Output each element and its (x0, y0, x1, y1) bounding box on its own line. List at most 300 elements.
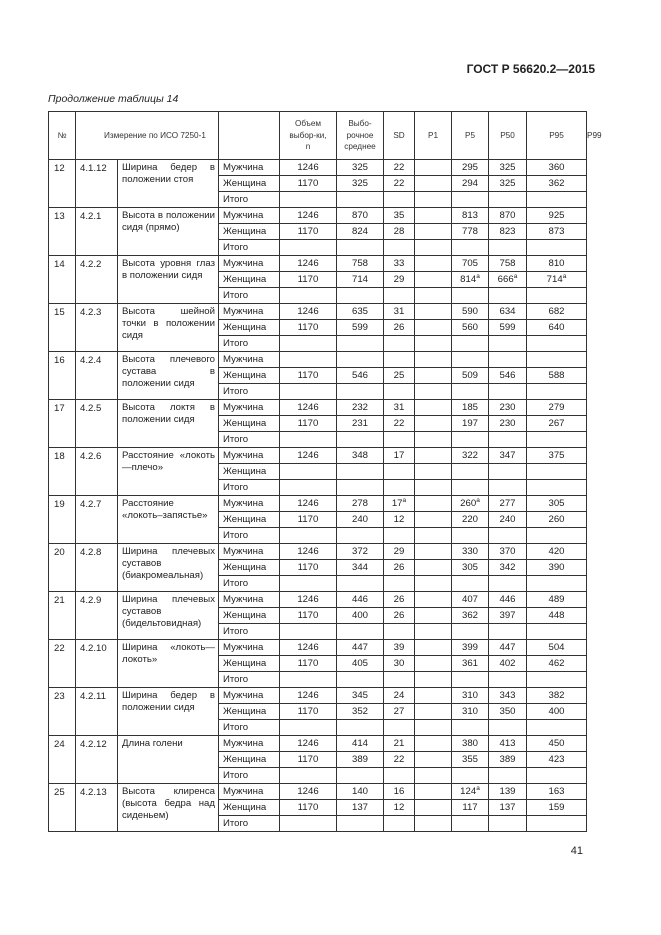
cell-p50: 397 (489, 608, 527, 624)
cell-p1 (415, 512, 452, 528)
page-number: 41 (570, 845, 583, 857)
cell-sd: 26 (384, 592, 415, 608)
cell-p95 (527, 816, 587, 832)
table-row (49, 736, 587, 752)
table-row (49, 448, 587, 464)
cell-p5: 310 (452, 688, 489, 704)
table-row (49, 256, 587, 272)
cell-mean (337, 480, 384, 496)
cell-sample-size (280, 240, 337, 256)
table-row (49, 208, 587, 224)
sex-label: Мужчина (219, 496, 280, 512)
cell-p50 (489, 352, 527, 368)
cell-p1 (415, 176, 452, 192)
cell-sd: 17$^a$ (384, 496, 415, 512)
cell-p50 (489, 816, 527, 832)
iso-code: 4.2.1 (76, 208, 118, 256)
cell-p50: 823 (489, 224, 527, 240)
cell-sample-size: 1170 (280, 704, 337, 720)
cell-p1 (415, 800, 452, 816)
cell-sample-size: 1246 (280, 160, 337, 176)
cell-p1 (415, 544, 452, 560)
cell-p1 (415, 768, 452, 784)
cell-sd: 24 (384, 688, 415, 704)
cell-p95: 640 (527, 320, 587, 336)
cell-p1 (415, 784, 452, 800)
table-row (49, 496, 587, 512)
cell-sd: 31 (384, 400, 415, 416)
cell-p50 (489, 192, 527, 208)
cell-sd: 16 (384, 784, 415, 800)
sex-label: Мужчина (219, 688, 280, 704)
cell-p5: 407 (452, 592, 489, 608)
cell-sd: 21 (384, 736, 415, 752)
cell-p1 (415, 416, 452, 432)
cell-p95: 504 (527, 640, 587, 656)
cell-p5: 185 (452, 400, 489, 416)
cell-p95 (527, 336, 587, 352)
measurement-name: Высота клиренса (высота бедра над сиденьем) (118, 784, 219, 832)
cell-p1 (415, 736, 452, 752)
col-header-sex (219, 112, 280, 160)
sex-label: Мужчина (219, 784, 280, 800)
table-row (49, 400, 587, 416)
row-number: 24 (49, 736, 76, 784)
cell-p95 (527, 384, 587, 400)
sex-label: Итого (219, 720, 280, 736)
sex-label: Женщина (219, 560, 280, 576)
cell-p5: 380 (452, 736, 489, 752)
cell-sd (384, 288, 415, 304)
cell-p95 (527, 720, 587, 736)
cell-sample-size (280, 192, 337, 208)
measurement-name: Высота уровня глаз в положении сидя (118, 256, 219, 304)
cell-p95: 873 (527, 224, 587, 240)
cell-p1 (415, 656, 452, 672)
cell-p95: 267 (527, 416, 587, 432)
cell-sample-size: 1246 (280, 544, 337, 560)
sex-label: Мужчина (219, 304, 280, 320)
cell-p1 (415, 352, 452, 368)
cell-sd: 31 (384, 304, 415, 320)
row-number: 12 (49, 160, 76, 208)
cell-p95: 925 (527, 208, 587, 224)
cell-p1 (415, 464, 452, 480)
cell-p50 (489, 720, 527, 736)
cell-p5 (452, 336, 489, 352)
cell-mean: 389 (337, 752, 384, 768)
cell-p1 (415, 192, 452, 208)
cell-p50: 350 (489, 704, 527, 720)
sex-label: Мужчина (219, 160, 280, 176)
row-number: 15 (49, 304, 76, 352)
cell-p95: 400 (527, 704, 587, 720)
cell-p50 (489, 528, 527, 544)
cell-p1 (415, 272, 452, 288)
cell-sample-size: 1246 (280, 784, 337, 800)
cell-p5 (452, 816, 489, 832)
cell-p5: 590 (452, 304, 489, 320)
cell-p1 (415, 672, 452, 688)
cell-p5 (452, 384, 489, 400)
cell-p5: 220 (452, 512, 489, 528)
cell-sd (384, 384, 415, 400)
cell-p95: 448 (527, 608, 587, 624)
cell-p5: 355 (452, 752, 489, 768)
cell-p50 (489, 768, 527, 784)
cell-p50: 447 (489, 640, 527, 656)
cell-sd (384, 336, 415, 352)
cell-sample-size: 1170 (280, 656, 337, 672)
cell-sample-size: 1246 (280, 256, 337, 272)
cell-p5 (452, 768, 489, 784)
cell-p50: 277 (489, 496, 527, 512)
cell-p5 (452, 240, 489, 256)
sex-label: Женщина (219, 704, 280, 720)
cell-p1 (415, 448, 452, 464)
table-row (49, 352, 587, 368)
cell-sd: 26 (384, 560, 415, 576)
iso-code: 4.2.10 (76, 640, 118, 688)
cell-sample-size (280, 528, 337, 544)
col-header-p50: P50 (489, 112, 527, 160)
cell-sd: 26 (384, 320, 415, 336)
standard-designation: ГОСТ Р 56620.2—2015 (466, 62, 595, 76)
cell-mean (337, 352, 384, 368)
sex-label: Женщина (219, 752, 280, 768)
cell-p1 (415, 592, 452, 608)
cell-p5: 813 (452, 208, 489, 224)
cell-p1 (415, 336, 452, 352)
row-number: 22 (49, 640, 76, 688)
col-header-p5: P5 (452, 112, 489, 160)
cell-mean: 345 (337, 688, 384, 704)
cell-mean: 599 (337, 320, 384, 336)
cell-p95 (527, 288, 587, 304)
cell-p1 (415, 704, 452, 720)
col-header-p95: P95 (527, 112, 587, 160)
cell-mean: 232 (337, 400, 384, 416)
cell-sd: 29 (384, 544, 415, 560)
cell-p5 (452, 672, 489, 688)
cell-mean (337, 384, 384, 400)
iso-code: 4.2.2 (76, 256, 118, 304)
sex-label: Итого (219, 480, 280, 496)
cell-mean: 870 (337, 208, 384, 224)
cell-sample-size: 1246 (280, 304, 337, 320)
cell-p1 (415, 528, 452, 544)
cell-mean: 352 (337, 704, 384, 720)
cell-sd (384, 432, 415, 448)
sex-label: Мужчина (219, 592, 280, 608)
cell-p5 (452, 480, 489, 496)
cell-p1 (415, 400, 452, 416)
cell-p1 (415, 432, 452, 448)
cell-sample-size: 1246 (280, 688, 337, 704)
cell-sd (384, 816, 415, 832)
cell-p50 (489, 336, 527, 352)
cell-mean: 446 (337, 592, 384, 608)
cell-p95: 390 (527, 560, 587, 576)
sex-label: Итого (219, 768, 280, 784)
row-number: 21 (49, 592, 76, 640)
cell-sd: 12 (384, 800, 415, 816)
cell-sample-size: 1170 (280, 368, 337, 384)
sex-label: Женщина (219, 464, 280, 480)
sex-label: Женщина (219, 512, 280, 528)
cell-p5 (452, 432, 489, 448)
sex-label: Итого (219, 576, 280, 592)
cell-mean: 405 (337, 656, 384, 672)
measurement-name: Высота плечевого сустава в положении сидя (118, 352, 219, 400)
cell-sd: 33 (384, 256, 415, 272)
table-row (49, 304, 587, 320)
footnote-marker: a (476, 496, 480, 504)
footnote-marker: a (562, 272, 567, 280)
cell-sample-size: 1246 (280, 592, 337, 608)
cell-p1 (415, 288, 452, 304)
iso-code: 4.2.5 (76, 400, 118, 448)
cell-p5: 362 (452, 608, 489, 624)
row-number: 19 (49, 496, 76, 544)
cell-p95: 382 (527, 688, 587, 704)
cell-p5: 322 (452, 448, 489, 464)
sex-label: Мужчина (219, 352, 280, 368)
measurement-name: Ширина бедер в положении стоя (118, 160, 219, 208)
cell-p50: 666$^a$ (489, 272, 527, 288)
cell-mean: 325 (337, 176, 384, 192)
cell-mean: 278 (337, 496, 384, 512)
cell-p50: 240 (489, 512, 527, 528)
cell-p50: 402 (489, 656, 527, 672)
sex-label: Мужчина (219, 544, 280, 560)
cell-p50 (489, 672, 527, 688)
sex-label: Мужчина (219, 208, 280, 224)
cell-p95: 423 (527, 752, 587, 768)
cell-p50 (489, 464, 527, 480)
cell-sample-size: 1246 (280, 640, 337, 656)
iso-code: 4.2.7 (76, 496, 118, 544)
cell-mean: 231 (337, 416, 384, 432)
cell-sd (384, 528, 415, 544)
sex-label: Итого (219, 192, 280, 208)
iso-code: 4.2.9 (76, 592, 118, 640)
cell-mean (337, 768, 384, 784)
cell-p50: 634 (489, 304, 527, 320)
cell-p95: 360 (527, 160, 587, 176)
cell-sample-size (280, 576, 337, 592)
cell-mean: 714 (337, 272, 384, 288)
sex-label: Мужчина (219, 400, 280, 416)
cell-sample-size: 1170 (280, 224, 337, 240)
cell-sample-size: 1246 (280, 496, 337, 512)
col-header-measurement: Измерение по ИСО 7250-1 (76, 112, 219, 160)
cell-mean: 546 (337, 368, 384, 384)
cell-sd (384, 576, 415, 592)
table-row (49, 544, 587, 560)
cell-p5: 294 (452, 176, 489, 192)
cell-sample-size: 1246 (280, 448, 337, 464)
cell-p95: 588 (527, 368, 587, 384)
cell-sample-size (280, 352, 337, 368)
cell-p95: 682 (527, 304, 587, 320)
cell-mean (337, 816, 384, 832)
cell-sd: 22 (384, 752, 415, 768)
cell-sample-size: 1246 (280, 736, 337, 752)
sex-label: Итого (219, 336, 280, 352)
cell-p95: 489 (527, 592, 587, 608)
cell-p5: 310 (452, 704, 489, 720)
cell-sample-size (280, 384, 337, 400)
cell-p1 (415, 224, 452, 240)
cell-p50: 137 (489, 800, 527, 816)
cell-p95 (527, 432, 587, 448)
cell-sample-size (280, 720, 337, 736)
sex-label: Женщина (219, 416, 280, 432)
cell-p1 (415, 208, 452, 224)
cell-sd: 26 (384, 608, 415, 624)
cell-mean (337, 720, 384, 736)
cell-p95 (527, 480, 587, 496)
cell-p50: 347 (489, 448, 527, 464)
cell-mean: 400 (337, 608, 384, 624)
cell-mean: 414 (337, 736, 384, 752)
col-header-mean: Выбо-рочное среднее (337, 112, 384, 160)
cell-sd (384, 480, 415, 496)
cell-mean: 137 (337, 800, 384, 816)
cell-p50 (489, 576, 527, 592)
cell-p1 (415, 608, 452, 624)
measurement-name: Ширина «локоть—локоть» (118, 640, 219, 688)
footnote-marker: a (402, 496, 407, 504)
cell-p50: 230 (489, 400, 527, 416)
cell-mean: 325 (337, 160, 384, 176)
table-row (49, 592, 587, 608)
cell-sample-size: 1170 (280, 800, 337, 816)
cell-p1 (415, 304, 452, 320)
cell-sd: 30 (384, 656, 415, 672)
measurement-name: Высота шейной точки в положении сидя (118, 304, 219, 352)
row-number: 20 (49, 544, 76, 592)
cell-mean (337, 336, 384, 352)
cell-sample-size: 1170 (280, 752, 337, 768)
cell-p1 (415, 256, 452, 272)
cell-sd: 35 (384, 208, 415, 224)
cell-sd (384, 720, 415, 736)
cell-p1 (415, 240, 452, 256)
measurement-name: Расстояние «локоть–запястье» (118, 496, 219, 544)
cell-p95: 420 (527, 544, 587, 560)
sex-label: Женщина (219, 224, 280, 240)
cell-sd: 12 (384, 512, 415, 528)
cell-mean: 140 (337, 784, 384, 800)
cell-mean: 344 (337, 560, 384, 576)
measurement-name: Ширина плечевых суставов (бидельтовидная) (118, 592, 219, 640)
cell-sd: 29 (384, 272, 415, 288)
iso-code: 4.2.8 (76, 544, 118, 592)
footnote-marker: a (476, 272, 480, 280)
cell-p50 (489, 624, 527, 640)
cell-sd: 39 (384, 640, 415, 656)
sex-label: Итого (219, 240, 280, 256)
cell-p5: 778 (452, 224, 489, 240)
cell-p1 (415, 816, 452, 832)
measurement-name: Высота в положении сидя (прямо) (118, 208, 219, 256)
cell-sample-size: 1170 (280, 416, 337, 432)
cell-p50: 343 (489, 688, 527, 704)
cell-sample-size (280, 464, 337, 480)
cell-p1 (415, 688, 452, 704)
table-row (49, 640, 587, 656)
cell-p50: 870 (489, 208, 527, 224)
footnote-marker: a (513, 272, 518, 280)
measurement-name: Расстояние «локоть—плечо» (118, 448, 219, 496)
sex-label: Мужчина (219, 640, 280, 656)
cell-p5: 260$^a$ (452, 496, 489, 512)
cell-mean (337, 432, 384, 448)
table-row (49, 688, 587, 704)
cell-sd (384, 624, 415, 640)
sex-label: Итого (219, 624, 280, 640)
cell-p50 (489, 432, 527, 448)
cell-p5 (452, 288, 489, 304)
iso-code: 4.2.12 (76, 736, 118, 784)
cell-p95: 810 (527, 256, 587, 272)
table-row (49, 160, 587, 176)
row-number: 16 (49, 352, 76, 400)
cell-sample-size: 1170 (280, 320, 337, 336)
sex-label: Итого (219, 432, 280, 448)
cell-p1 (415, 480, 452, 496)
cell-p1 (415, 720, 452, 736)
cell-p5: 509 (452, 368, 489, 384)
cell-mean: 348 (337, 448, 384, 464)
cell-sample-size (280, 672, 337, 688)
cell-p1 (415, 624, 452, 640)
cell-p50: 342 (489, 560, 527, 576)
cell-p1 (415, 560, 452, 576)
cell-p5 (452, 464, 489, 480)
cell-sd (384, 768, 415, 784)
cell-mean: 240 (337, 512, 384, 528)
cell-p5: 399 (452, 640, 489, 656)
cell-p1 (415, 320, 452, 336)
cell-p95: 260 (527, 512, 587, 528)
cell-p5: 124$^a$ (452, 784, 489, 800)
cell-sample-size (280, 624, 337, 640)
row-number: 25 (49, 784, 76, 832)
row-number: 13 (49, 208, 76, 256)
cell-p5: 361 (452, 656, 489, 672)
sex-label: Женщина (219, 656, 280, 672)
cell-p95: 305 (527, 496, 587, 512)
cell-p95 (527, 240, 587, 256)
measurement-name: Высота локтя в положении сидя (118, 400, 219, 448)
cell-p5: 814$^a$ (452, 272, 489, 288)
cell-p5: 330 (452, 544, 489, 560)
cell-sd (384, 352, 415, 368)
cell-p5: 705 (452, 256, 489, 272)
cell-mean (337, 672, 384, 688)
measurement-name: Ширина бедер в положении сидя (118, 688, 219, 736)
row-number: 18 (49, 448, 76, 496)
cell-sample-size: 1170 (280, 272, 337, 288)
cell-sample-size (280, 816, 337, 832)
cell-p5 (452, 576, 489, 592)
col-header-p1: P1 (415, 112, 452, 160)
cell-p1 (415, 160, 452, 176)
cell-p95 (527, 352, 587, 368)
